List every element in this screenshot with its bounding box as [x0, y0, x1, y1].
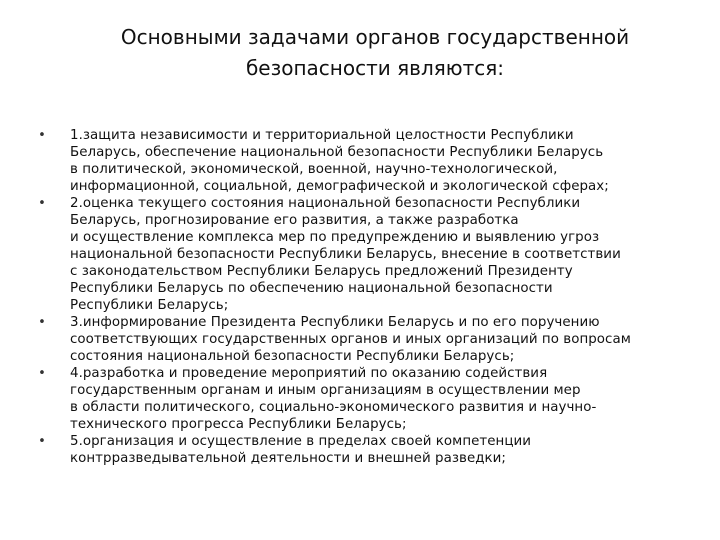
task-item [36, 314, 676, 365]
task-text-line: 5.организация и осуществление в пределах своей компетенции [70, 434, 532, 449]
task-text-line: Беларусь, прогнозирование его развития, а также разработка [70, 213, 519, 228]
bullet-icon: • [38, 434, 46, 449]
task-list [36, 127, 676, 467]
task-text-line: с законодательством Республики Беларусь предложений Президенту [70, 264, 573, 279]
task-text-line: технического прогресса Республики Беларусь; [70, 417, 407, 432]
task-item [36, 365, 676, 433]
task-item [36, 195, 676, 314]
slide-title-line: безопасности являются: [245, 56, 505, 80]
task-text-line: 2.оценка текущего состояния национальной безопасности Республики [70, 196, 581, 211]
task-item [36, 127, 676, 195]
slide-title-line: Основными задачами органов государственной [120, 25, 630, 49]
bullet-icon: • [38, 315, 46, 330]
task-text-line: состояния национальной безопасности Республики Беларусь; [70, 349, 515, 364]
task-text-line: в политической, экономической, военной, научно-технологической, [70, 162, 558, 177]
task-text-line: 4.разработка и проведение мероприятий по оказанию содействия [70, 366, 548, 381]
task-text-line: национальной безопасности Республики Беларусь, внесение в соответствии [70, 247, 621, 262]
task-text-line: 1.защита независимости и территориальной целостности Республики [70, 128, 574, 143]
task-text-line: 3.информирование Президента Республики Беларусь и по его поручению [70, 315, 600, 330]
task-item [36, 433, 676, 467]
bullet-icon: • [38, 196, 46, 211]
slide-title [80, 22, 670, 84]
task-text-line: в области политического, социально-экономического развития и научно- [70, 400, 597, 415]
task-text-line: соответствующих государственных органов и иных организаций по вопросам [70, 332, 631, 347]
task-text-line: Беларусь, обеспечение национальной безопасности Республики Беларусь [70, 145, 604, 160]
task-text-line: информационной, социальной, демографической и экологической сферах; [70, 179, 609, 194]
bullet-icon: • [38, 366, 46, 381]
task-text-line: Республики Беларусь по обеспечению национальной безопасности [70, 281, 553, 296]
task-text-line: и осуществление комплекса мер по предупреждению и выявлению угроз [70, 230, 600, 245]
task-text-line: государственным органам и иным организациям в осуществлении мер [70, 383, 581, 398]
bullet-icon: • [38, 128, 46, 143]
task-text-line: контрразведывательной деятельности и внешней разведки; [70, 451, 506, 466]
task-text-line: Республики Беларусь; [70, 298, 229, 313]
